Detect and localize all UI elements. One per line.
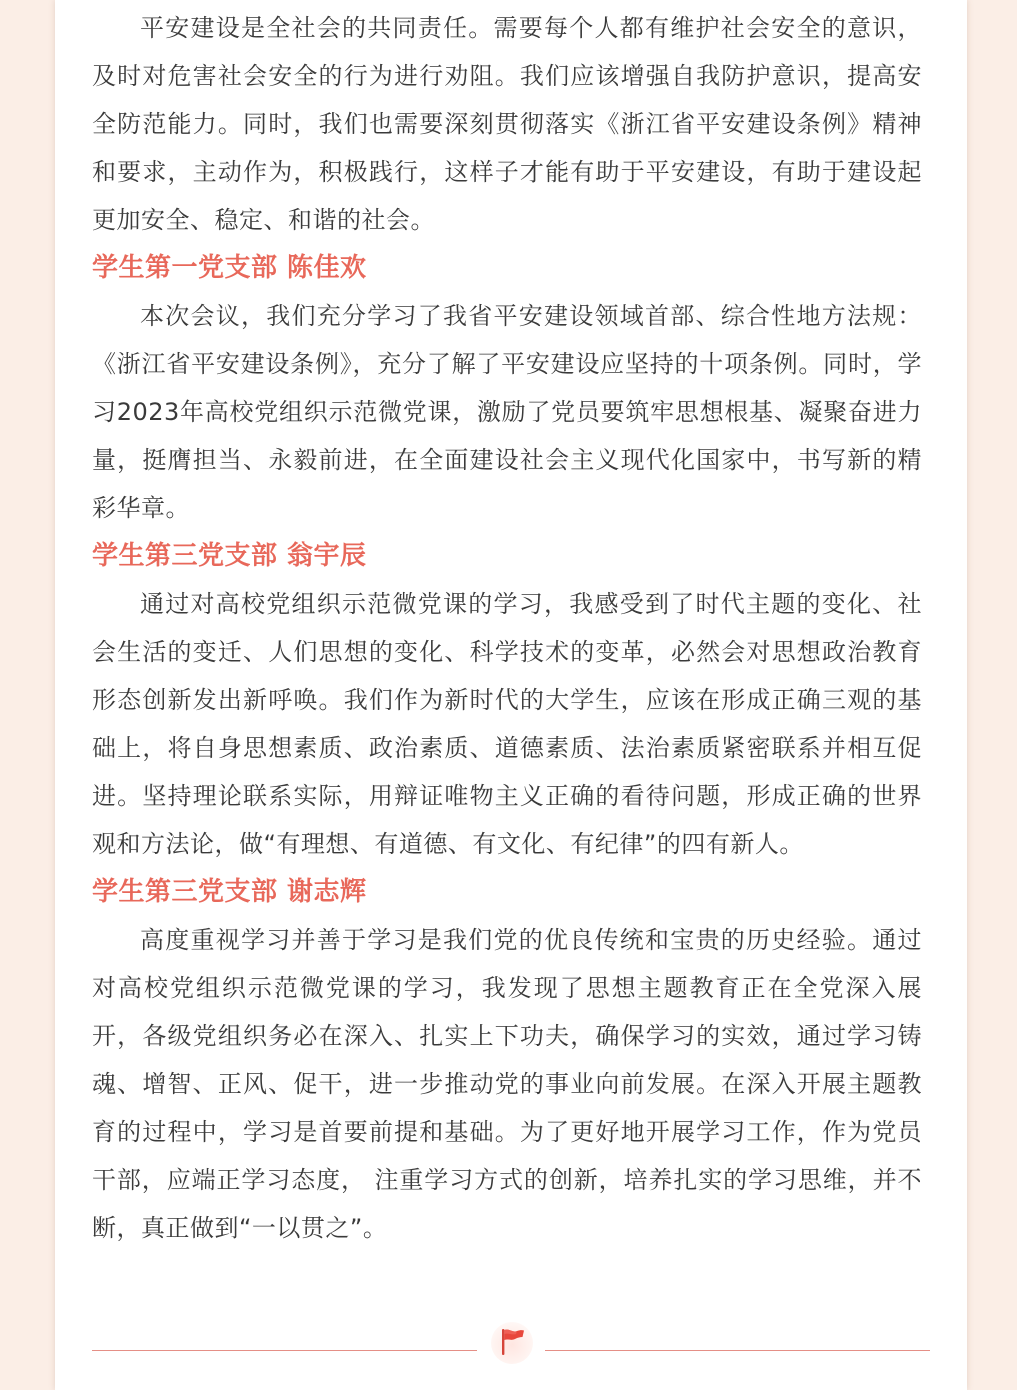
article-body — [92, 4, 922, 1252]
divider-line-left — [92, 1350, 477, 1351]
section-heading-xie-zhihui: 学生第三党支部 谢志辉 — [92, 877, 367, 907]
paragraph-xie-zhihui: 高度重视学习并善于学习是我们党的优良传统和宝贵的历史经验。通过对高校党组织示范微党课的学习，我发现了思想主题教育正在全党深入展开，各级党组织务必在深入、扎实上下功夫，确保学习的实效，通过学习铸魂、增智、正风、促干，进一步推动党的事业向前发展。在深入开展主题教育的过程中，学习是首要前提和基础。为了更好地开展学习工作，作为党员干部，应端正学习态度， 注重学习方式的创新，培养扎实的学习思维，并不断，真正做到“一以贯之”。 — [92, 926, 922, 1242]
paragraph-weng-yuchen: 通过对高校党组织示范微党课的学习，我感受到了时代主题的变化、社会生活的变迁、人们思想的变化、科学技术的变革，必然会对思想政治教育形态创新发出新呼唤。我们作为新时代的大学生，应该在形成正确三观的基础上，将自身思想素质、政治素质、道德素质、法治素质紧密联系并相互促进。坚持理论联系实际，用辩证唯物主义正确的看待问题，形成正确的世界观和方法论，做“有理想、有道德、有文化、有纪律”的四有新人。 — [92, 590, 922, 858]
divider-line-right — [545, 1350, 930, 1351]
section-heading-chen-jiahuan: 学生第一党支部 陈佳欢 — [92, 253, 367, 283]
paragraph-chen-jiahuan: 本次会议，我们充分学习了我省平安建设领域首部、综合性地方法规：《浙江省平安建设条例》，充分了解了平安建设应坚持的十项条例。同时，学习2023年高校党组织示范微党课，激励了党员要筑牢思想根基、凝聚奋进力量，挺膺担当、永毅前进，在全面建设社会主义现代化国家中，书写新的精彩华章。 — [92, 302, 922, 522]
section-heading-weng-yuchen: 学生第三党支部 翁宇辰 — [92, 541, 367, 571]
footer-divider — [92, 1322, 930, 1370]
article-card — [55, 0, 967, 1390]
red-flag-icon — [491, 1322, 533, 1364]
paragraph-intro: 平安建设是全社会的共同责任。需要每个人都有维护社会安全的意识，及时对危害社会安全的行为进行劝阻。我们应该增强自我防护意识，提高安全防范能力。同时，我们也需要深刻贯彻落实《浙江省平安建设条例》精神和要求，主动作为，积极践行，这样子才能有助于平安建设，有助于建设起更加安全、稳定、和谐的社会。 — [92, 14, 922, 234]
